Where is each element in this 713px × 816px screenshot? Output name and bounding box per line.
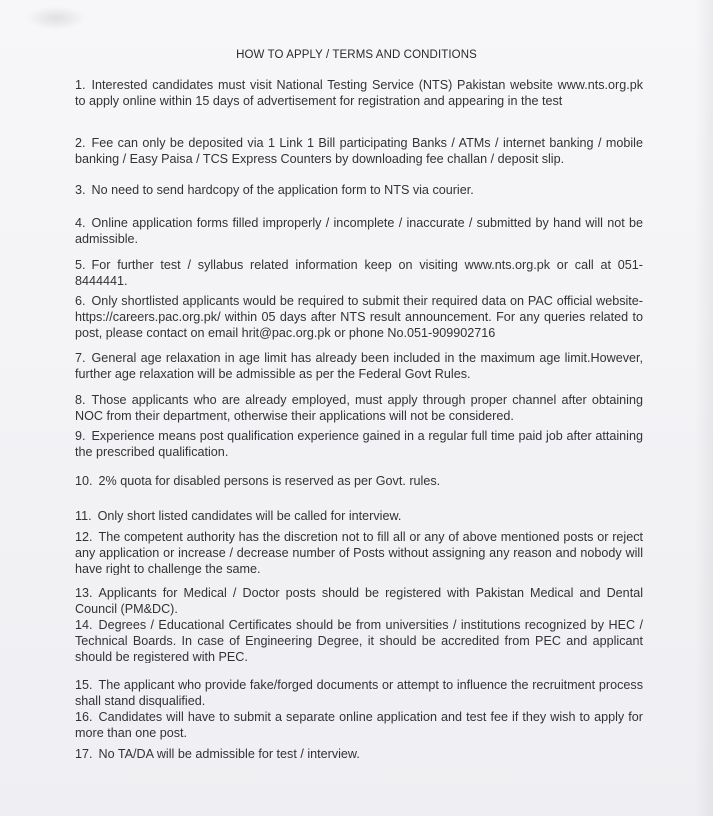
term-item-11 xyxy=(75,508,643,526)
term-number: 6. xyxy=(75,294,86,308)
term-number: 12. xyxy=(75,530,93,544)
term-text: No TA/DA will be admissible for test / interview. xyxy=(98,747,360,761)
term-text: Candidates will have to submit a separate online application and test fee if they wish to apply for more than one post. xyxy=(75,710,643,740)
term-number: 17. xyxy=(75,747,93,761)
term-item-3 xyxy=(75,182,643,200)
term-item-4 xyxy=(75,215,643,249)
term-text: Only short listed candidates will be called for interview. xyxy=(97,509,402,523)
term-item-15 xyxy=(75,677,643,711)
term-item-9 xyxy=(75,428,643,462)
term-number: 13. xyxy=(75,586,93,600)
term-item-16 xyxy=(75,709,643,743)
term-item-14 xyxy=(75,617,643,663)
term-item-10 xyxy=(75,473,643,491)
term-text: Experience means post qualification experience gained in a regular full time paid job after attaining the prescribed qualification. xyxy=(75,429,643,459)
term-item-6 xyxy=(75,293,643,343)
scan-smudge xyxy=(26,6,86,30)
term-number: 15. xyxy=(75,678,93,692)
term-number: 9. xyxy=(75,429,86,443)
term-number: 11. xyxy=(75,509,92,523)
term-text: Only shortlisted applicants would be required to submit their required data on PAC official website- https://careers.pac.org.pk/ within 05 days after NTS result announcement. For any queries related to post, please contact on email hrit@pac.org.pk or phone No.051-909902716 xyxy=(75,294,643,340)
term-text: Those applicants who are already employed, must apply through proper channel after obtaining NOC from their department, otherwise their applications will not be considered. xyxy=(75,393,643,423)
term-item-8 xyxy=(75,392,643,426)
term-number: 4. xyxy=(75,216,86,230)
term-number: 10. xyxy=(75,474,93,488)
term-text: Degrees / Educational Certificates should be from universities / institutions recognized by HEC / Technical Boards. In case of Engineering Degree, it should be accredited from PEC and applicant should be registered with PEC. xyxy=(75,618,643,663)
term-text: General age relaxation in age limit has already been included in the maximum age limit.However, further age relaxation will be admissible as per the Federal Govt Rules. xyxy=(75,351,643,381)
term-text: Interested candidates must visit National Testing Service (NTS) Pakistan website www.nts.org.pk to apply online within 15 days of advertisement for registration and appearing in the test xyxy=(75,78,643,108)
term-item-13 xyxy=(75,585,643,619)
term-number: 1. xyxy=(75,78,86,92)
term-number: 16. xyxy=(75,710,93,724)
term-text: Fee can only be deposited via 1 Link 1 Bill participating Banks / ATMs / internet banking / mobile banking / Easy Paisa / TCS Express Counters by downloading fee challan / deposit slip. xyxy=(75,136,643,166)
term-number: 8. xyxy=(75,393,86,407)
term-number: 5. xyxy=(75,258,86,272)
term-item-2 xyxy=(75,135,643,169)
term-text: 2% quota for disabled persons is reserved as per Govt. rules. xyxy=(98,474,441,488)
term-text: The competent authority has the discretion not to fill all or any of above mentioned posts or reject any application or increase / decrease number of Posts without assigning any reason and nobody will have right to challenge the same. xyxy=(75,530,643,575)
term-item-7 xyxy=(75,350,643,384)
term-text: The applicant who provide fake/forged documents or attempt to influence the recruitment process shall stand disqualified. xyxy=(75,678,643,708)
term-number: 14. xyxy=(75,618,93,632)
term-number: 2. xyxy=(75,136,86,150)
document-heading: HOW TO APPLY / TERMS AND CONDITIONS xyxy=(236,49,477,61)
term-text: For further test / syllabus related information keep on visiting www.nts.org.pk or call at 051-8444441. xyxy=(75,258,643,288)
term-text: Applicants for Medical / Doctor posts should be registered with Pakistan Medical and Dental Council (PM&DC). xyxy=(75,586,643,616)
term-item-12 xyxy=(75,529,643,575)
term-item-5 xyxy=(75,257,643,291)
term-item-1 xyxy=(75,77,643,123)
page-edge-shadow xyxy=(695,0,713,816)
term-item-17 xyxy=(75,746,643,764)
term-text: Online application forms filled improperly / incomplete / inaccurate / submitted by hand will not be admissible. xyxy=(75,216,643,246)
term-number: 3. xyxy=(75,183,86,197)
term-text: No need to send hardcopy of the application form to NTS via courier. xyxy=(91,183,474,197)
term-number: 7. xyxy=(75,351,86,365)
